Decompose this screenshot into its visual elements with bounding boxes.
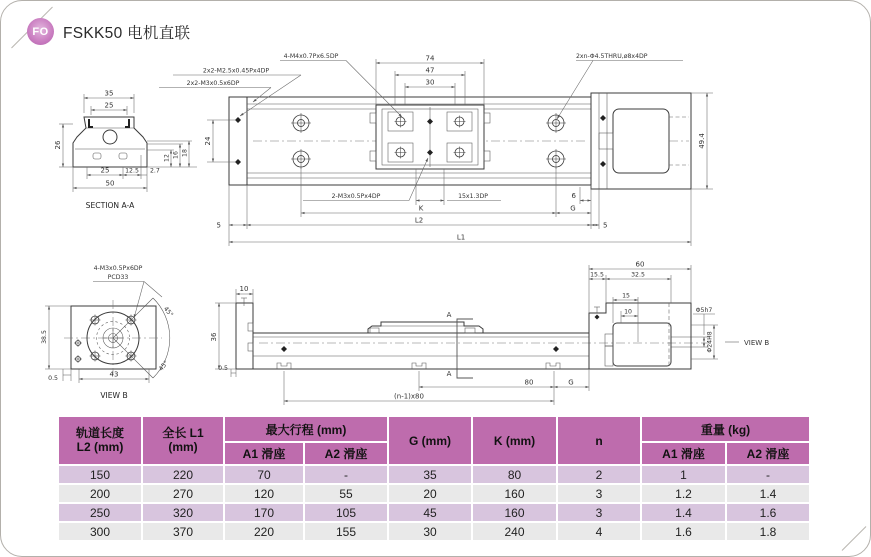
viewb-angle-1: 45° (161, 305, 175, 319)
section-caption: SECTION A-A (85, 201, 135, 210)
series-badge-text: FO (32, 25, 49, 38)
side-view (210, 261, 769, 406)
cell-stroke-a1: 120 (225, 485, 303, 502)
technical-drawing (1, 1, 871, 413)
table-row (59, 466, 809, 483)
plan-callout-m25: 2x2-M2.5x0.45Px4DP (202, 67, 270, 75)
side-dim-10b: 10 (624, 308, 632, 316)
side-section-a-top: A (446, 311, 452, 319)
cell-l2: 200 (59, 485, 141, 502)
col-subheader-weight-a2: A2 滑座 (727, 443, 809, 464)
plan-dim-74: 74 (425, 54, 435, 63)
spec-table (57, 415, 811, 542)
cell-weight-a2: 1.4 (727, 485, 809, 502)
plan-dim-5-right: 5 (603, 221, 608, 230)
cell-n: 2 (558, 466, 640, 483)
col-header-l2-line2: L2 (mm) (76, 439, 124, 454)
cell-weight-a1: 1.6 (642, 523, 725, 540)
cell-stroke-a1: 220 (225, 523, 303, 540)
cell-g: 30 (389, 523, 471, 540)
side-section-a-bottom: A (446, 370, 452, 378)
section-dim-12: 12 (163, 154, 171, 162)
side-label-bore: Φ24H8 (706, 331, 714, 353)
plan-dim-l1: L1 (456, 233, 466, 242)
viewb-caption: VIEW B (100, 391, 128, 400)
cell-weight-a1: 1.4 (642, 504, 725, 521)
section-dim-25-bottom: 25 (100, 166, 110, 175)
motor-housing-plan (591, 93, 691, 189)
section-dim-27: 2.7 (150, 167, 160, 175)
viewb-angle-2: 45° (157, 359, 171, 373)
section-dim-35: 35 (104, 89, 114, 98)
section-dim-25-top: 25 (104, 101, 114, 110)
col-subheader-stroke-a1: A1 滑座 (225, 443, 303, 464)
side-label-shaft: Φ5h7 (695, 307, 713, 314)
side-dim-g: G (568, 378, 574, 387)
cell-g: 45 (389, 504, 471, 521)
cell-l1: 320 (143, 504, 223, 521)
side-dim-10: 10 (239, 285, 249, 293)
rail-mount-hole (291, 113, 311, 133)
col-header-l2-line1: 轨道长度 (75, 425, 124, 440)
table-row (59, 523, 809, 540)
side-dim-60: 60 (635, 260, 645, 269)
side-dim-36: 36 (210, 332, 218, 342)
cell-stroke-a2: 105 (305, 504, 387, 521)
col-header-l1 (143, 417, 223, 464)
cell-k: 160 (473, 504, 556, 521)
side-viewb-label: VIEW B (744, 339, 770, 347)
section-dim-50: 50 (105, 179, 115, 188)
viewb-dim-43: 43 (109, 370, 119, 379)
col-subheader-stroke-a2: A2 滑座 (305, 443, 387, 464)
side-dim-n80: (n-1)x80 (394, 392, 424, 401)
viewb-callout-screws: 4-M3x0.5Px6DP (93, 265, 143, 272)
plan-dim-24: 24 (204, 136, 212, 146)
col-header-k: K (mm) (473, 417, 556, 464)
carriage-block (370, 105, 490, 169)
viewb-dim-05: 0.5 (48, 375, 58, 382)
table-row (59, 504, 809, 521)
plan-dim-494: 49.4 (698, 133, 706, 149)
side-dim-15: 15 (622, 292, 630, 300)
cell-l1: 220 (143, 466, 223, 483)
col-header-l2 (59, 417, 141, 464)
plan-dim-l2: L2 (414, 216, 424, 225)
cell-weight-a2: - (727, 466, 809, 483)
col-header-l1-line2: (mm) (168, 439, 198, 454)
side-dim-325: 32.5 (631, 271, 645, 279)
col-header-weight: 重量 (kg) (642, 417, 809, 441)
plan-callout-m3-bottom: 2-M3x0.5Px4DP (331, 193, 381, 200)
section-dim-125: 12.5 (125, 167, 139, 175)
table-row (59, 485, 809, 502)
page-title: FSKK50 电机直联 (63, 24, 191, 42)
cell-k: 160 (473, 485, 556, 502)
cell-k: 80 (473, 466, 556, 483)
cell-stroke-a1: 70 (225, 466, 303, 483)
cell-stroke-a2: 55 (305, 485, 387, 502)
viewb-dim-385: 38.5 (41, 330, 48, 344)
plan-callout-m4: 4-M4x0.7Px6.5DP (283, 53, 339, 60)
plan-dim-30: 30 (425, 78, 435, 87)
cell-k: 240 (473, 523, 556, 540)
plan-callout-thru: 2xn-Φ4.5THRU,ø8x4DP (576, 53, 648, 60)
col-subheader-weight-a1: A1 滑座 (642, 443, 725, 464)
cell-stroke-a2: - (305, 466, 387, 483)
plan-view (159, 53, 713, 246)
corner-slash-bottom-right (842, 526, 867, 551)
section-dim-26: 26 (54, 140, 62, 150)
cell-weight-a2: 1.8 (727, 523, 809, 540)
cell-l2: 150 (59, 466, 141, 483)
plan-callout-m3-top: 2x2-M3x0.5x6DP (186, 80, 240, 87)
col-header-stroke: 最大行程 (mm) (225, 417, 387, 441)
side-dim-05: 0.5 (218, 365, 228, 372)
cell-stroke-a1: 170 (225, 504, 303, 521)
cell-l2: 250 (59, 504, 141, 521)
plan-dim-k: K (418, 204, 424, 213)
section-dim-18: 18 (181, 149, 189, 157)
plan-dim-5-left: 5 (216, 221, 221, 230)
cell-n: 3 (558, 485, 640, 502)
cell-weight-a1: 1.2 (642, 485, 725, 502)
cell-g: 35 (389, 466, 471, 483)
cell-weight-a1: 1 (642, 466, 725, 483)
plan-dim-47: 47 (425, 66, 435, 75)
cell-l1: 270 (143, 485, 223, 502)
viewb-callout-pcd: PCD33 (107, 274, 129, 281)
plan-dim-g: G (570, 204, 576, 213)
view-b (41, 265, 175, 400)
cell-weight-a2: 1.6 (727, 504, 809, 521)
col-header-n: n (558, 417, 640, 464)
col-header-g: G (mm) (389, 417, 471, 464)
plan-callout-slot: 15x1.3DP (458, 193, 488, 200)
col-header-l1-line1: 全长 L1 (162, 425, 204, 440)
cell-n: 3 (558, 504, 640, 521)
side-dim-80: 80 (524, 378, 534, 387)
cell-l1: 370 (143, 523, 223, 540)
cell-stroke-a2: 155 (305, 523, 387, 540)
cell-n: 4 (558, 523, 640, 540)
side-dim-155: 15.5 (590, 271, 604, 279)
cell-l2: 300 (59, 523, 141, 540)
plan-dim-6: 6 (571, 192, 576, 200)
section-dim-16: 16 (172, 151, 180, 159)
cell-g: 20 (389, 485, 471, 502)
section-aa-view (54, 90, 197, 211)
